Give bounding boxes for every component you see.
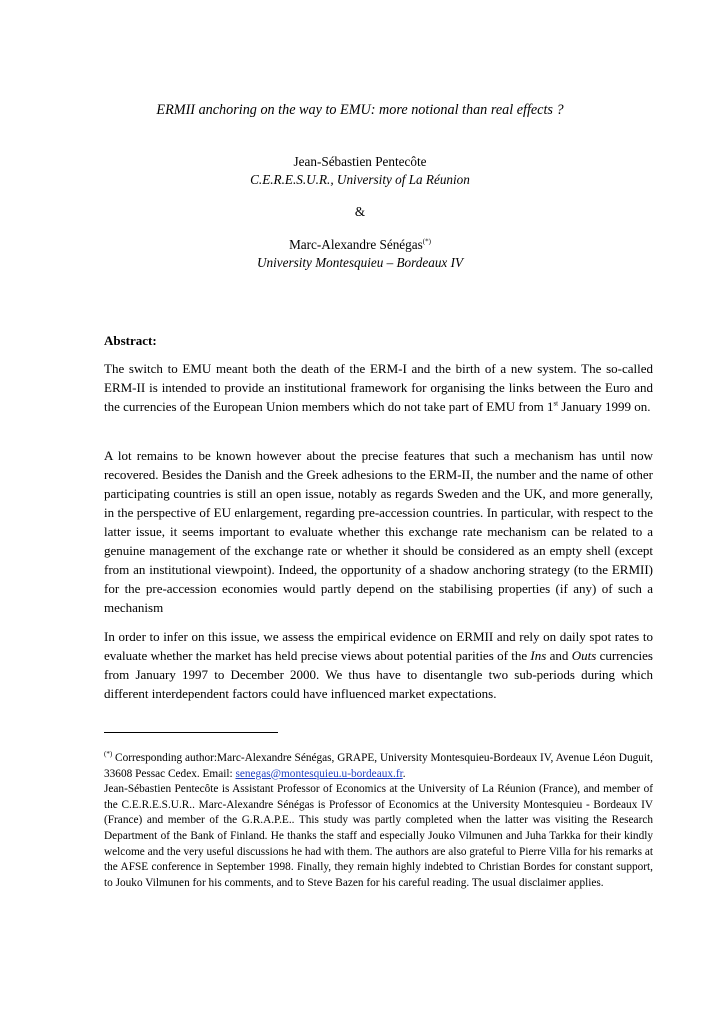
abstract-heading: Abstract: — [104, 333, 157, 348]
paper-title: ERMII anchoring on the way to EMU: more notional than real effects ? — [156, 102, 564, 118]
author-2-affiliation: University Montesquieu – Bordeaux IV — [256, 255, 464, 270]
author-1-name: Jean-Sébastien Pentecôte — [293, 154, 427, 169]
abstract-p3-text: In order to infer on this issue, we assess the empirical evidence on ERMII and rely on daily spot rates to evaluate whether the market has held precise views about potential parities of the — [104, 629, 653, 663]
abstract-paragraph-3 — [104, 627, 653, 703]
footnote-block — [104, 751, 653, 891]
abstract-p1-superscript: st — [553, 399, 559, 408]
footnote-body: Jean-Sébastien Pentecôte is Assistant Professor of Economics at the University of La Réunion (France), and member of the C.E.R.E.S.U.R.. Marc-Alexandre Sénégas is Professor of Economics at the University Montesquieu - Bordeaux IV (France) and member of the G.R.A.P.E.. This study was partly completed when the latter was visiting the Research Department of the Bank of Finland. He thanks the staff and especially Jouko Vilmunen and Juha Tarkka for their kindly welcome and the very useful discussions he had with them. The authors are also grateful to Pierre Villa for his remarks at the AFSE conference in September 1998. Finally, they remain highly indebted to Christian Bordes for constant support, to Jouko Vilmunen for his comments, and to Steve Bazen for his careful reading. The usual disclaimer applies. — [104, 783, 653, 889]
abstract-paragraph-2: A lot remains to be known however about the precise features that such a mechanism has until now recovered. Besides the Danish and the Greek adhesions to the ERM-II, the number and the name of other participating countries is still an open issue, notably as regards Sweden and the UK, and more generally, in the perspective of EU enlargement, regarding pre-accession countries. In particular, with respect to the latter issue, it seems important to evaluate whether this exchange rate mechanism can be related to a genuine management of the exchange rate or whether it should be considered as an empty shell (except from an institutional viewpoint). Indeed, the opportunity of a shadow anchoring strategy (to the ERMII) for the pre-accession economies would partly depend on the stabilising properties (if any) of such a mechanism — [104, 448, 653, 615]
abstract-p3-ins: Ins — [530, 648, 547, 663]
abstract-p1-text-end: January 1999 on. — [558, 399, 651, 414]
abstract-p3-text-end: currencies from January 1997 to December 2000. We thus have to disentangle two sub-periods during which different interdependent factors could have influenced market expectations. — [104, 648, 653, 701]
footnote-separator — [104, 732, 278, 733]
author-1-block — [0, 153, 720, 189]
abstract-p1-text: The switch to EMU meant both the death of the ERM-I and the birth of a new system. The so-called ERM-II is intended to provide an institutional framework for organising the links between the Euro and the currencies of the European Union members which do not take part of EMU from 1 — [104, 361, 653, 414]
author-1-affiliation: C.E.R.E.S.U.R., University of La Réunion — [250, 172, 470, 187]
footnote-corresponding — [104, 751, 653, 782]
abstract-p3-outs: Outs — [571, 648, 597, 663]
abstract-paragraph-1 — [104, 359, 653, 416]
author-separator: & — [354, 204, 366, 219]
footnote-corresponding-end: . — [402, 767, 406, 780]
author-2-block — [0, 236, 720, 272]
email-link[interactable]: senegas@montesquieu.u-bordeaux.fr — [235, 767, 403, 780]
author-2-name: Marc-Alexandre Sénégas — [289, 237, 423, 252]
footnote-mark: (*) — [104, 750, 113, 759]
author-2-line — [0, 236, 720, 254]
footnote-corresponding-text: Corresponding author:Marc-Alexandre Sénégas, GRAPE, University Montesquieu-Bordeaux IV, Avenue Léon Duguit, 33608 Pessac Cedex. Email: — [104, 752, 653, 780]
abstract-p3-and: and — [546, 648, 572, 663]
author-2-footnote-mark: (*) — [422, 237, 431, 246]
